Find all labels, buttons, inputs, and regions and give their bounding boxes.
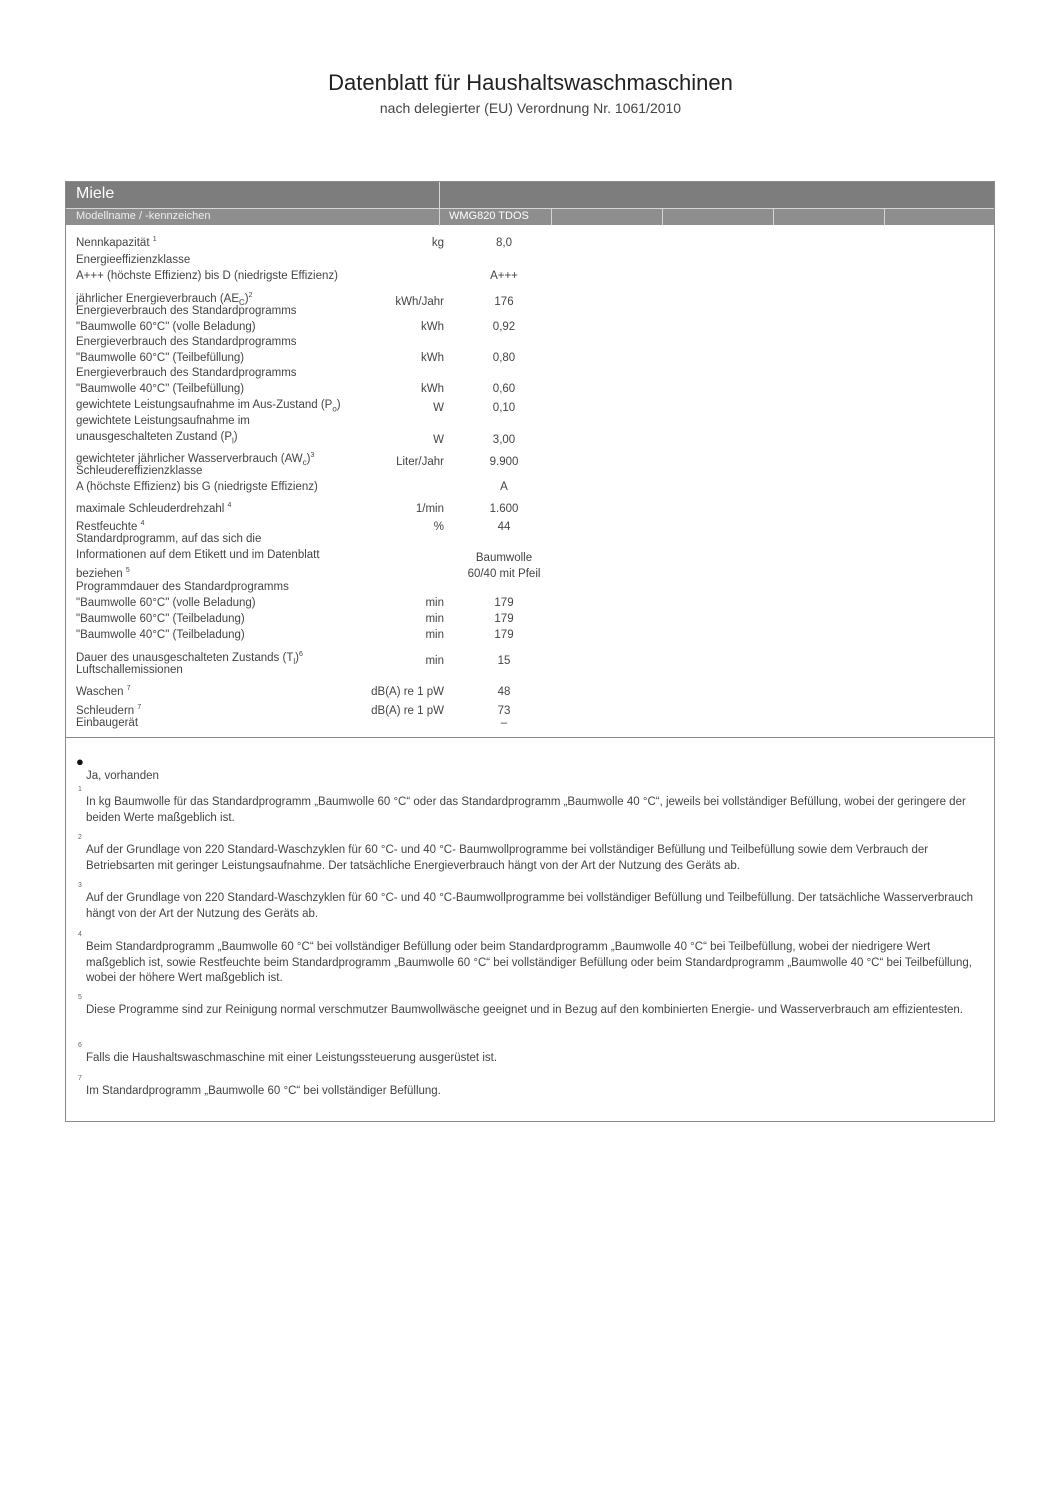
spec-value: 0,60 (492, 382, 516, 395)
spec-unit: min (425, 629, 444, 641)
spec-label: Schleudern (76, 704, 135, 717)
spec-label: Programmdauer des Standardprogramms (76, 581, 289, 593)
spec-label: A+++ (höchste Effizienz) bis D (niedrigste Effizienz) (76, 269, 338, 282)
spec-value: 73 (497, 704, 511, 717)
spec-label: gewichtete Leistungsaufnahme im (76, 415, 250, 427)
footnote-2 (78, 833, 983, 874)
footnote-number: 1 (78, 786, 82, 793)
spec-label: "Baumwolle 60°C" (volle Beladung) (76, 597, 256, 609)
spec-label: Waschen (76, 685, 124, 698)
brand-name: Miele (76, 185, 115, 202)
spec-value: 0,10 (492, 402, 516, 415)
spec-label: Energieverbrauch des Standardprogramms (76, 336, 297, 348)
spec-label: "Baumwolle 60°C" (volle Beladung) (76, 320, 256, 333)
footnote-number: 6 (78, 1042, 82, 1049)
footnote-text: Auf der Grundlage von 220 Standard-Waschzyklen für 60 °C- und 40 °C- Baumwollprogramme bei vollständiger Befüllung und Teilbefüllung sowie dem Verbrauch der Betriebsarten mit geringer Leistungsaufnahme. Der tatsächliche Energieverbrauch hängt von der Art der Nutzung des Geräts ab. (86, 844, 929, 872)
footnote-number: 2 (78, 834, 82, 841)
spec-value: – (500, 717, 508, 729)
spec-label: A (höchste Effizienz) bis G (niedrigste Effizienz) (76, 480, 318, 493)
spec-unit: min (425, 613, 444, 625)
spec-unit: % (433, 520, 444, 533)
model-label: Modellname / -kennzeichen (76, 210, 211, 222)
section-divider (66, 737, 994, 738)
footnote-ref: 4 (140, 520, 145, 527)
spec-value: 3,00 (492, 433, 516, 446)
spec-value: 179 (494, 613, 514, 625)
spec-label-suffix: ) (295, 651, 299, 664)
spec-noise-wash (76, 681, 546, 700)
spec-label: Nennkapazität (76, 236, 150, 249)
spec-energy-60-full (76, 304, 546, 335)
footnote-3 (78, 881, 983, 922)
spec-label-subscript: l (232, 435, 234, 445)
footnote-4 (78, 930, 983, 987)
footnote-7 (78, 1074, 983, 1100)
column-divider (551, 209, 552, 225)
spec-label: Luftschallemissionen (76, 664, 183, 676)
spec-label: Einbaugerät (76, 717, 139, 729)
spec-label: "Baumwolle 60°C" (Teilbeladung) (76, 613, 245, 625)
spec-label-subscript: C (239, 298, 245, 308)
spec-value: 0,92 (492, 320, 516, 333)
spec-label: unausgeschalteten Zustand (P (76, 430, 232, 443)
spec-spin-class (76, 464, 546, 495)
footnote-ref: 4 (227, 502, 232, 509)
spec-duration-60-part (76, 612, 546, 628)
brand-bar (66, 182, 994, 208)
spec-label: Energieverbrauch des Standardprogramms (76, 367, 297, 379)
spec-capacity (76, 232, 546, 251)
spec-label: Schleudereffizienzklasse (76, 465, 203, 477)
spec-value: A+++ (490, 269, 518, 282)
spec-unit: min (425, 655, 444, 668)
spec-value: 44 (497, 520, 511, 533)
spec-unit: kWh (421, 351, 444, 364)
spec-unit: kWh (421, 382, 444, 395)
spec-label-subscript: o (332, 404, 337, 414)
spec-label: maximale Schleuderdrehzahl (76, 502, 225, 515)
spec-power-left-on (76, 414, 546, 448)
spec-label: Energieeffizienzklasse (76, 254, 191, 266)
spec-unit: W (433, 433, 444, 446)
footnote-text: Falls die Haushaltswaschmaschine mit einer Leistungssteuerung ausgerüstet ist. (86, 1052, 498, 1064)
spec-builtin (76, 716, 546, 732)
footnote-number: 4 (78, 931, 82, 938)
spec-value: A (500, 480, 508, 493)
spec-label: "Baumwolle 60°C" (Teilbefüllung) (76, 351, 245, 364)
spec-label-subscript: c (302, 458, 307, 468)
spec-value: 176 (494, 296, 514, 309)
spec-value: 15 (497, 655, 511, 668)
spec-energy-40-part (76, 366, 546, 397)
bullet-icon: ● (76, 754, 84, 769)
spec-value: 9.900 (489, 456, 519, 469)
page-title: Datenblatt für Haushaltswaschmaschinen (328, 70, 733, 95)
spec-value: 60/40 mit Pfeil (467, 567, 541, 580)
spec-duration-60-full (76, 596, 546, 612)
footnote-number: 5 (78, 994, 82, 1001)
footnote-6 (78, 1041, 983, 1067)
spec-unit: kg (431, 236, 444, 249)
column-divider (884, 209, 885, 225)
footnote-text: Beim Standardprogramm „Baumwolle 60 °C“ bei vollständiger Befüllung oder beim Standardprogramm „Baumwolle 40 °C“ bei Teilbefüllung, wobei der niedrigere Wert maßgeblich ist, sowie Restfeuchte beim Standardprogramm „Baumwolle 60 °C“ bei vollständiger Befüllung oder beim Standardprogramm „Baumwolle 40 °C“ bei Teilbefüllung, wobei der höhere Wert maßgeblich ist. (86, 941, 972, 984)
model-value: WMG820 TDOS (449, 210, 529, 222)
footnote-number: 7 (78, 1075, 82, 1082)
spec-label: Energieverbrauch des Standardprogramms (76, 305, 297, 317)
spec-noise-heading (76, 663, 546, 679)
spec-label: Restfeuchte (76, 520, 138, 533)
spec-label-suffix: ) (306, 452, 311, 465)
footnote-5 (78, 993, 983, 1019)
footnote-1 (78, 785, 983, 826)
column-divider (662, 209, 663, 225)
spec-unit: min (425, 597, 444, 609)
spec-value: 48 (497, 685, 511, 698)
footnote-ref: 3 (310, 452, 315, 459)
spec-value: 1.600 (489, 502, 519, 515)
column-divider (439, 182, 440, 226)
footnote-number: 3 (78, 882, 82, 889)
spec-label: gewichtete Leistungsaufnahme im Aus-Zustand (P (76, 399, 333, 411)
spec-value: 179 (494, 597, 514, 609)
spec-unit: W (433, 402, 444, 415)
spec-unit: kWh (421, 320, 444, 333)
spec-value: 0,80 (492, 351, 516, 364)
spec-energy-class (76, 253, 546, 284)
footnote-text: In kg Baumwolle für das Standardprogramm „Baumwolle 60 °C“ oder das Standardprogramm „Baumwolle 40 °C“, jeweils bei vollständiger Befüllung, wobei der geringere der beiden Werte maßgeblich ist. (86, 796, 966, 824)
spec-label: "Baumwolle 40°C" (Teilbefüllung) (76, 382, 245, 395)
spec-label-suffix: ) (244, 292, 249, 305)
spec-unit: Liter/Jahr (396, 456, 444, 469)
spec-unit: 1/min (415, 502, 444, 515)
spec-label: "Baumwolle 40°C" (Teilbeladung) (76, 629, 245, 641)
datasheet-table (65, 181, 995, 1122)
spec-value: Baumwolle (475, 552, 533, 565)
spec-unit: dB(A) re 1 pW (371, 704, 444, 717)
footnote-ref: 2 (248, 292, 253, 299)
column-divider (773, 209, 774, 225)
footnote-text: Auf der Grundlage von 220 Standard-Waschzyklen für 60 °C- und 40 °C-Baumwollprogramme bei vollständiger Befüllung und Teilbefüllung. Der tatsächliche Wasserverbrauch hängt von der Art der Nutzung des Geräts ab. (86, 892, 974, 920)
spec-standard-program (76, 532, 546, 582)
spec-max-spin (76, 498, 546, 517)
spec-value: 179 (494, 629, 514, 641)
spec-unit: kWh/Jahr (395, 296, 444, 309)
footnote-ref: 5 (125, 567, 130, 574)
footnote-ref: 6 (298, 651, 303, 658)
spec-label: Standardprogramm, auf das sich die (76, 533, 262, 545)
spec-energy-60-part (76, 335, 546, 366)
spec-unit: dB(A) re 1 pW (371, 685, 444, 698)
spec-label: gewichteter jährlicher Wasserverbrauch (AW (76, 452, 303, 465)
spec-duration-40-part (76, 628, 546, 644)
spec-value: 8,0 (496, 236, 512, 249)
spec-label: Dauer des unausgeschalteten Zustands (T (76, 651, 294, 664)
spec-label: Informationen auf dem Etikett und im Datenblatt (76, 548, 320, 561)
spec-label-suffix: ) (336, 399, 341, 411)
footnote-ref: 7 (137, 704, 142, 711)
spec-label-subscript: l (293, 657, 296, 667)
spec-label-suffix: ) (233, 430, 238, 443)
spec-duration-heading (76, 580, 546, 596)
footnote-ref: 7 (126, 685, 131, 692)
spec-label: beziehen (76, 567, 123, 580)
footnote-text: Diese Programme sind zur Reinigung normal verschmutzer Baumwollwäsche geeignet und in Bezug auf den kombinierten Energie- und Wasserverbrauch am effizientesten. (86, 1004, 964, 1016)
footnote-text: Im Standardprogramm „Baumwolle 60 °C“ bei vollständiger Befüllung. (86, 1085, 441, 1097)
bullet-legend: Ja, vorhanden (86, 770, 159, 782)
spec-label: jährlicher Energieverbrauch (AE (76, 292, 239, 305)
page-subtitle: nach delegierter (EU) Verordnung Nr. 1061/2010 (379, 100, 682, 116)
footnote-ref: 1 (152, 236, 157, 243)
model-bar (66, 208, 994, 225)
